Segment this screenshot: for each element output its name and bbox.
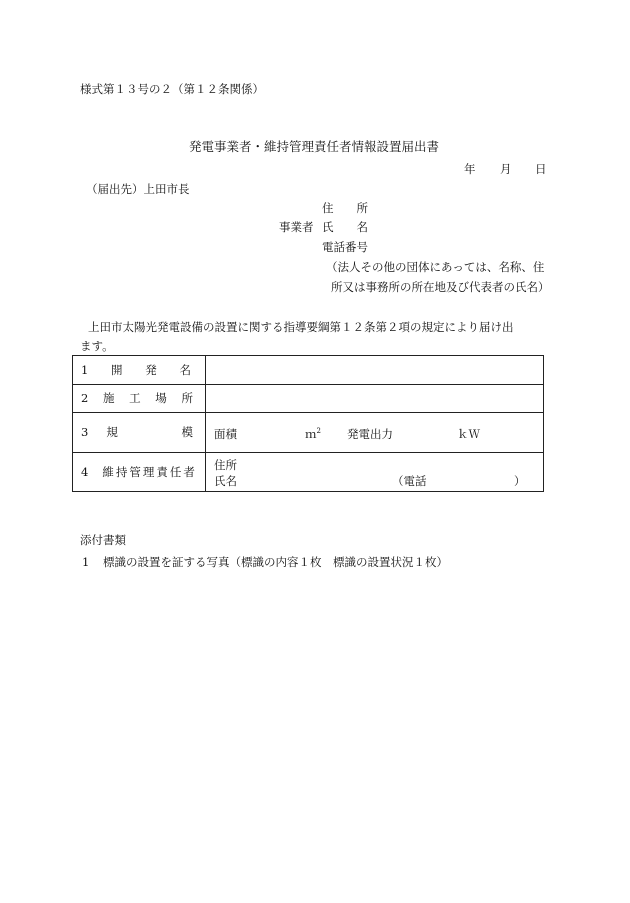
- attachments-heading: 添付書類: [80, 533, 126, 547]
- area-unit-exponent: 2: [316, 427, 321, 436]
- manager-name-label: 氏名: [214, 474, 237, 488]
- row2-label-char-4: 所: [181, 391, 193, 406]
- row1-value-cell[interactable]: [206, 356, 544, 385]
- row2-number: 2: [81, 391, 89, 406]
- manager-address-label: 住所: [214, 458, 237, 472]
- row3-label-cell: [73, 413, 206, 453]
- form-number: 様式第１３号の２（第１２条関係）: [80, 82, 264, 96]
- output-unit: ｋＷ: [457, 427, 480, 441]
- row2-label-char-2: 工: [129, 391, 141, 406]
- applicant-address-label: 住 所: [322, 201, 368, 215]
- row4-number: 4: [81, 464, 89, 479]
- date-day: 日: [535, 162, 547, 176]
- applicant-phone-label: 電話番号: [322, 240, 368, 254]
- addressee: （届出先）上田市長: [86, 182, 190, 196]
- row4-label-cell: [73, 453, 206, 492]
- applicant-role-label: 事業者: [279, 220, 314, 234]
- row2-label-char-3: 場: [155, 391, 167, 406]
- area-unit: [305, 427, 321, 441]
- attachment-item-1-text: 標識の設置を証する写真（標識の内容１枚 標識の設置状況１枚）: [103, 555, 448, 569]
- row4-value-cell[interactable]: [206, 453, 544, 492]
- area-unit-base: ｍ: [305, 427, 317, 441]
- attachment-item-1-number: 1: [82, 555, 90, 569]
- date-year: 年: [464, 162, 476, 176]
- row4-label: 維持管理責任者: [102, 464, 197, 479]
- applicant-note-line2: 所又は事務所の所在地及び代表者の氏名）: [331, 280, 550, 294]
- row1-label-char-2: 発: [145, 362, 157, 377]
- body-text-line2: ます。: [80, 339, 114, 353]
- table-row-scale: [73, 413, 544, 453]
- row2-label-cell: [73, 385, 206, 413]
- output-label: 発電出力: [347, 427, 393, 441]
- table-row-maintenance-manager: [73, 453, 544, 492]
- applicant-note-line1: （法人その他の団体にあっては、名称、住: [326, 260, 545, 274]
- body-text-line1: 上田市太陽光発電設備の設置に関する指導要綱第１２条第２項の規定により届け出: [88, 320, 514, 334]
- row3-label-char-2: 模: [181, 425, 193, 440]
- row1-number: 1: [81, 362, 89, 377]
- table-row-construction-site: [73, 385, 544, 413]
- manager-phone-close: ）: [514, 474, 526, 488]
- date-month: 月: [500, 162, 512, 176]
- row1-label-char-3: 名: [179, 362, 191, 377]
- row3-number: 3: [81, 425, 89, 440]
- table-row-development-name: [73, 356, 544, 385]
- row2-value-cell[interactable]: [206, 385, 544, 413]
- document-title: 発電事業者・維持管理責任者情報設置届出書: [189, 139, 440, 154]
- row3-label-char-1: 規: [106, 425, 118, 440]
- row1-label-char-1: 開: [111, 362, 123, 377]
- applicant-name-label: 氏 名: [322, 220, 368, 234]
- manager-phone-open: （電話: [392, 474, 427, 488]
- form-table: [72, 355, 544, 492]
- area-label: 面積: [214, 427, 237, 441]
- row3-value-cell[interactable]: [206, 413, 544, 453]
- row2-label-char-1: 施: [102, 391, 115, 406]
- row1-label-cell: [73, 356, 206, 385]
